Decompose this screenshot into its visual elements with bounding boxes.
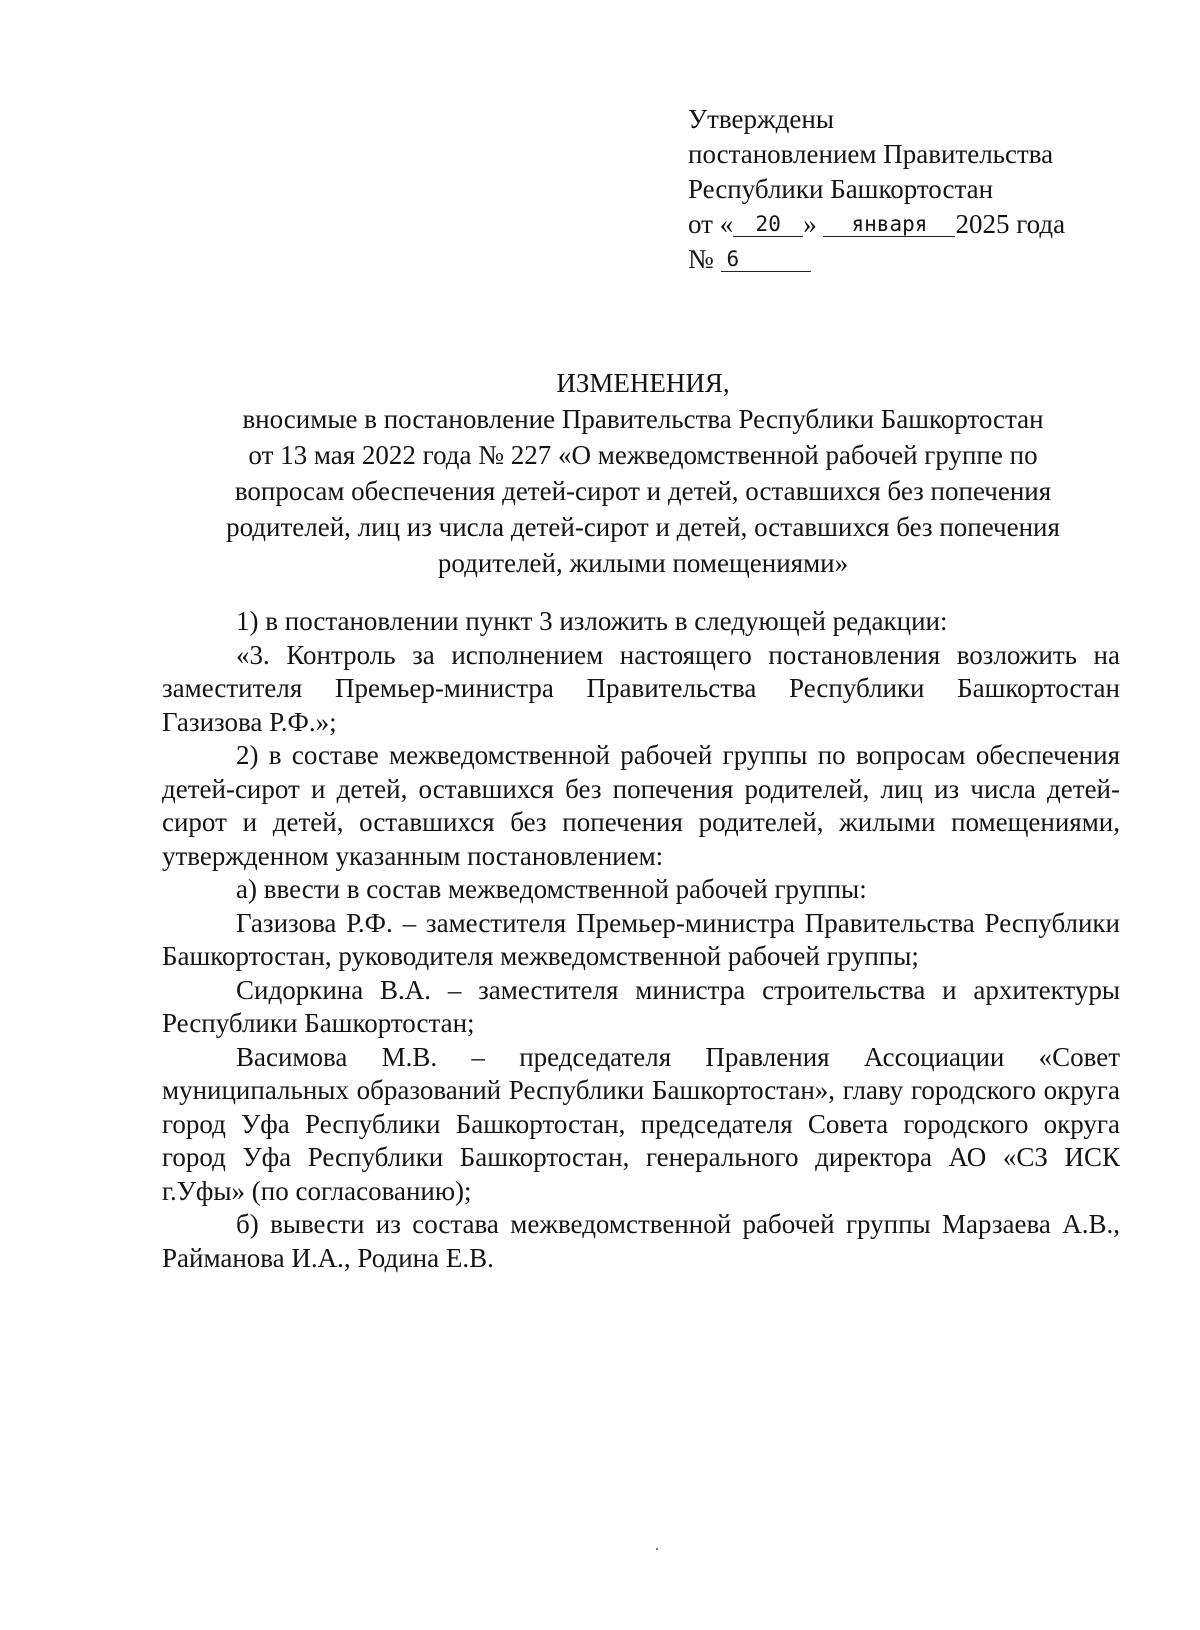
paragraph-2: «3. Контроль за исполнением настоящего постановления возложить на заместителя Премьер-министра Правительства Республики Башкортостан Газизова Р.Ф.»;: [162, 639, 1120, 737]
document-body: [162, 605, 1120, 1275]
paragraph-4: а) ввести в состав межведомственной рабочей группы:: [236, 874, 867, 904]
paragraph-5: Газизова Р.Ф. – заместителя Премьер-министра Правительства Республики Башкортостан, руководителя межведомственной рабочей группы;: [162, 907, 1120, 971]
approval-date-line: [688, 207, 1148, 242]
date-month: января: [823, 212, 955, 237]
document-title: [160, 365, 1126, 581]
approval-line-approved: Утверждены: [688, 104, 834, 134]
title-line-1: вносимые в постановление Правительства Республики Башкортостан: [242, 404, 1044, 434]
paragraph-3: 2) в составе межведомственной рабочей группы по вопросам обеспечения детей-сирот и детей, оставшихся без попечения родителей, лиц из числа детей-сирот и детей, оставшихся без попечения родителей, жилыми помещениями, утвержденном указанным постановлением:: [162, 740, 1120, 871]
document-number: 6: [721, 247, 811, 272]
approval-stamp-block: [688, 102, 1148, 277]
paragraph-7: Васимова М.В. – председателя Правления Ассоциации «Совет муниципальных образований Республики Башкортостан», главу городского округа город Уфа Республики Башкортостан, председателя Совета городского округа город Уфа Республики Башкортостан, генерального директора АО «СЗ ИСК г.Уфы» (по согласованию);: [162, 1041, 1120, 1206]
title-line-2: от 13 мая 2022 года № 227 «О межведомственной рабочей группе по: [248, 440, 1038, 470]
paragraph-8: б) вывести из состава межведомственной рабочей группы Марзаева А.В., Райманова И.А., Родина Е.В.: [162, 1209, 1120, 1273]
date-prefix: от «: [688, 209, 734, 239]
approval-line-resolution: постановлением Правительства: [688, 139, 1054, 169]
approval-line-republic: Республики Башкортостан: [688, 174, 994, 204]
approval-number-line: [688, 242, 1148, 277]
title-heading: ИЗМЕНЕНИЯ,: [556, 368, 730, 398]
date-mid: »: [803, 209, 817, 239]
date-year: 2025 года: [955, 209, 1066, 239]
scan-speck: [656, 1548, 658, 1550]
title-line-3: вопросам обеспечения детей-сирот и детей, оставшихся без попечения: [234, 476, 1052, 506]
title-line-5: родителей, жилыми помещениями»: [437, 548, 849, 578]
paragraph-6: Сидоркина В.А. – заместителя министра строительства и архитектуры Республики Башкортостан;: [162, 974, 1120, 1038]
title-line-4: родителей, лиц из числа детей-сирот и детей, оставшихся без попечения: [226, 512, 1060, 542]
date-day: 20: [733, 212, 803, 237]
paragraph-1: 1) в постановлении пункт 3 изложить в следующей редакции:: [236, 606, 948, 636]
number-prefix: №: [688, 244, 714, 274]
